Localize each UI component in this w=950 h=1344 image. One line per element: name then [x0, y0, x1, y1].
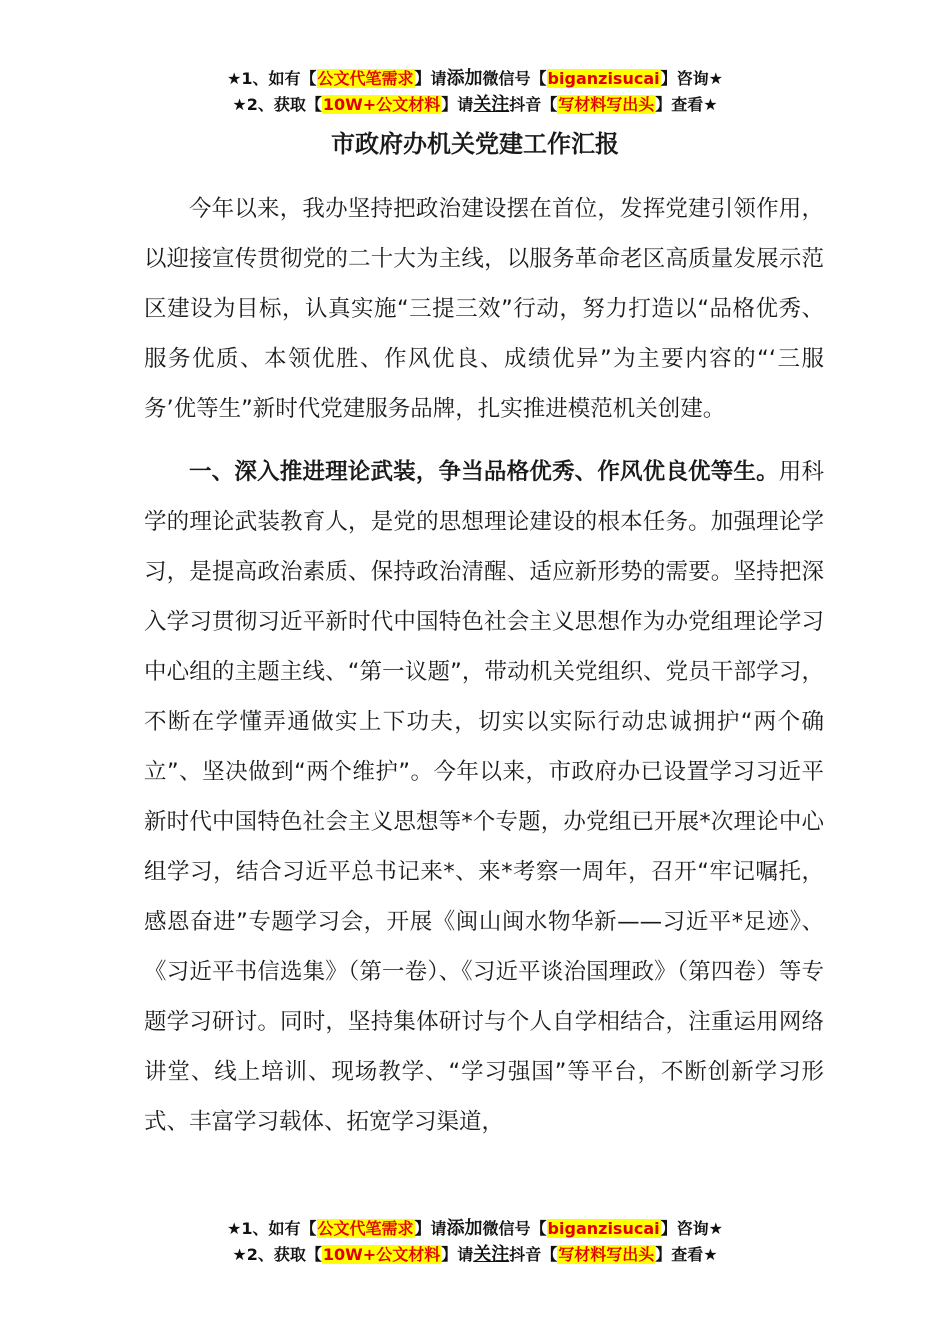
- promo-text: 】咨询★: [660, 1219, 723, 1238]
- promo-highlight: 10W+公文材料: [322, 1245, 441, 1264]
- promo-text: 微信号【: [482, 69, 547, 88]
- footer-promo-banner: [0, 1216, 950, 1268]
- promo-line-2: [0, 1242, 950, 1268]
- promo-highlight: 10W+公文材料: [322, 95, 441, 114]
- promo-text: 】请: [441, 95, 474, 114]
- promo-text: ★1、如有【: [227, 1219, 317, 1238]
- promo-emphasis: 关注: [473, 1244, 510, 1265]
- promo-text: ★2、获取【: [232, 95, 322, 114]
- section-1-heading: 一、深入推进理论武装，争当品格优秀、作风优良优等生。: [189, 459, 779, 485]
- promo-text: 】请: [414, 69, 447, 88]
- section-1-paragraph: [144, 447, 824, 1147]
- promo-douyin-id: 写材料写出头: [558, 95, 655, 114]
- promo-douyin-id: 写材料写出头: [558, 1245, 655, 1264]
- promo-text: 】咨询★: [660, 69, 723, 88]
- promo-text: ★2、获取【: [232, 1245, 322, 1264]
- promo-wechat-id: biganzisucai: [547, 1219, 660, 1238]
- promo-emphasis: 添加: [446, 1218, 483, 1239]
- promo-text: 抖音【: [509, 95, 558, 114]
- promo-wechat-id: biganzisucai: [547, 69, 660, 88]
- intro-paragraph: 今年以来，我办坚持把政治建设摆在首位，发挥党建引领作用，以迎接宣传贯彻党的二十大为主线，以服务革命老区高质量发展示范区建设为目标，认真实施“三提三效”行动，努力打造以“品格优秀、服务优质、本领优胜、作风优良、成绩优异”为主要内容的“‘三服务’优等生”新时代党建服务品牌，扎实推进模范机关创建。: [144, 196, 824, 422]
- promo-line-1: [0, 66, 950, 92]
- promo-text: ★1、如有【: [227, 69, 317, 88]
- promo-text: 】查看★: [655, 95, 718, 114]
- document-title: 市政府办机关党建工作汇报: [331, 130, 619, 158]
- promo-text: 】请: [414, 1219, 447, 1238]
- promo-highlight: 公文代笔需求: [317, 1219, 414, 1238]
- promo-emphasis: 关注: [473, 94, 510, 115]
- promo-emphasis: 添加: [446, 68, 483, 89]
- promo-line-1: [0, 1216, 950, 1242]
- promo-highlight: 公文代笔需求: [317, 69, 414, 88]
- section-1-text: 用科学的理论武装教育人，是党的思想理论建设的根本任务。加强理论学习，是提高政治素质、保持政治清醒、适应新形势的需要。坚持把深入学习贯彻习近平新时代中国特色社会主义思想作为办党组理论学习中心组的主题主线、“第一议题”，带动机关党组织、党员干部学习，不断在学懂弄通做实上下功夫，切实以实际行动忠诚拥护“两个确立”、坚决做到“两个维护”。今年以来，市政府办已设置学习习近平新时代中国特色社会主义思想等*个专题，办党组已开展*次理论中心组学习，结合习近平总书记来*、来*考察一周年，召开“牢记嘱托，感恩奋进”专题学习会，开展《闽山闽水物华新——习近平*足迹》、《习近平书信选集》（第一卷）、《习近平谈治国理政》（第四卷）等专题学习研讨。同时，坚持集体研讨与个人自学相结合，注重运用网络讲堂、线上培训、现场教学、“学习强国”等平台，不断创新学习形式、丰富学习载体、拓宽学习渠道，: [144, 459, 824, 1135]
- header-promo-banner: [0, 66, 950, 118]
- promo-text: 】请: [441, 1245, 474, 1264]
- promo-text: 】查看★: [655, 1245, 718, 1264]
- promo-line-2: [0, 92, 950, 118]
- promo-text: 微信号【: [482, 1219, 547, 1238]
- document-body: [144, 184, 824, 1147]
- promo-text: 抖音【: [509, 1245, 558, 1264]
